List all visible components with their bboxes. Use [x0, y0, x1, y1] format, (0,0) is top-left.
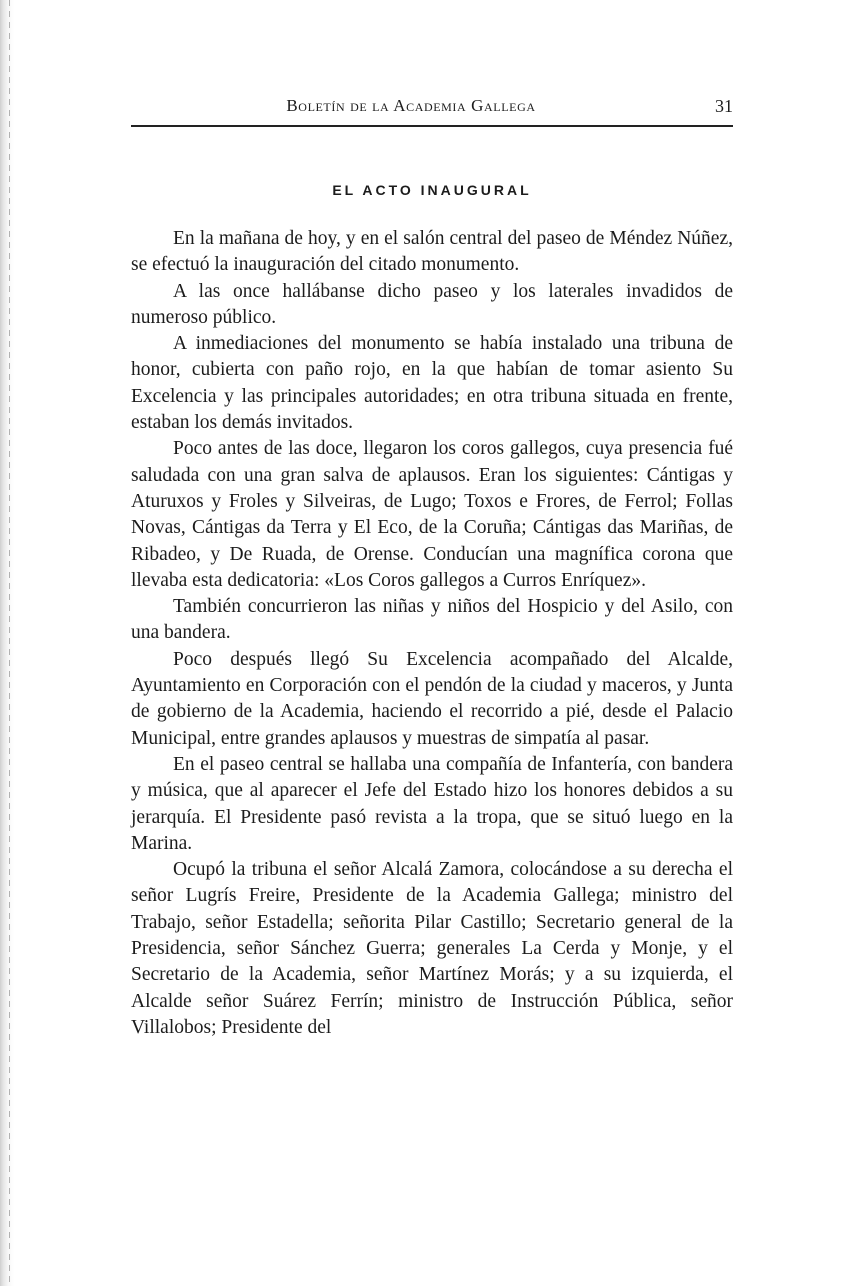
- paragraph: En la mañana de hoy, y en el salón central del paseo de Méndez Núñez, se efectuó la inauguración del citado monumento.: [131, 228, 733, 276]
- body-text: [131, 226, 733, 1041]
- page-number: 31: [715, 96, 733, 116]
- section-heading: EL ACTO INAUGURAL: [332, 182, 532, 198]
- book-binding-edge: [0, 0, 14, 1286]
- page-header: [131, 96, 733, 124]
- paragraph: En el paseo central se hallaba una compañía de Infantería, con bandera y música, que al aparecer el Jefe del Estado hizo los honores debidos a su jerarquía. El Presidente pasó revista a la tropa, que se situó luego en la Marina.: [131, 753, 733, 854]
- paragraph: A las once hallábanse dicho paseo y los laterales invadidos de numeroso público.: [131, 280, 733, 328]
- paragraph: Ocupó la tribuna el señor Alcalá Zamora, colocándose a su derecha el señor Lugrís Freire, Presidente de la Academia Gallega; ministro del Trabajo, señor Estadella; señorita Pilar Castillo; Secretario general de la Presidencia, señor Sánchez Guerra; generales La Cerda y Monje, y el Secretario de la Academia, señor Martínez Morás; y a su izquierda, el Alcalde señor Suárez Ferrín; ministro de Instrucción Pública, señor Villalobos; Presidente del: [131, 859, 733, 1038]
- running-head: Boletín de la Academia Gallega: [286, 96, 536, 115]
- paragraph: A inmediaciones del monumento se había instalado una tribuna de honor, cubierta con paño rojo, en la que habían de tomar asiento Su Excelencia y las principales autoridades; en otra tribuna situada en frente, estaban los demás invitados.: [131, 333, 733, 434]
- paragraph: Poco antes de las doce, llegaron los coros gallegos, cuya presencia fué saludada con una gran salva de aplausos. Eran los siguientes: Cántigas y Aturuxos y Froles y Silveiras, de Lugo; Toxos e Frores, de Ferrol; Follas Novas, Cántigas da Terra y El Eco, de la Coruña; Cántigas das Mariñas, de Ribadeo, y De Ruada, de Orense. Conducían una magnífica corona que llevaba esta dedicatoria: «Los Coros gallegos a Curros Enríquez».: [131, 438, 733, 591]
- paragraph: También concurrieron las niñas y niños del Hospicio y del Asilo, con una bandera.: [131, 596, 733, 644]
- header-rule: [131, 125, 733, 127]
- paragraph: Poco después llegó Su Excelencia acompañado del Alcalde, Ayuntamiento en Corporación con el pendón de la ciudad y maceros, y Junta de gobierno de la Academia, haciendo el recorrido a pié, desde el Palacio Municipal, entre grandes aplausos y muestras de simpatía al pasar.: [131, 648, 733, 749]
